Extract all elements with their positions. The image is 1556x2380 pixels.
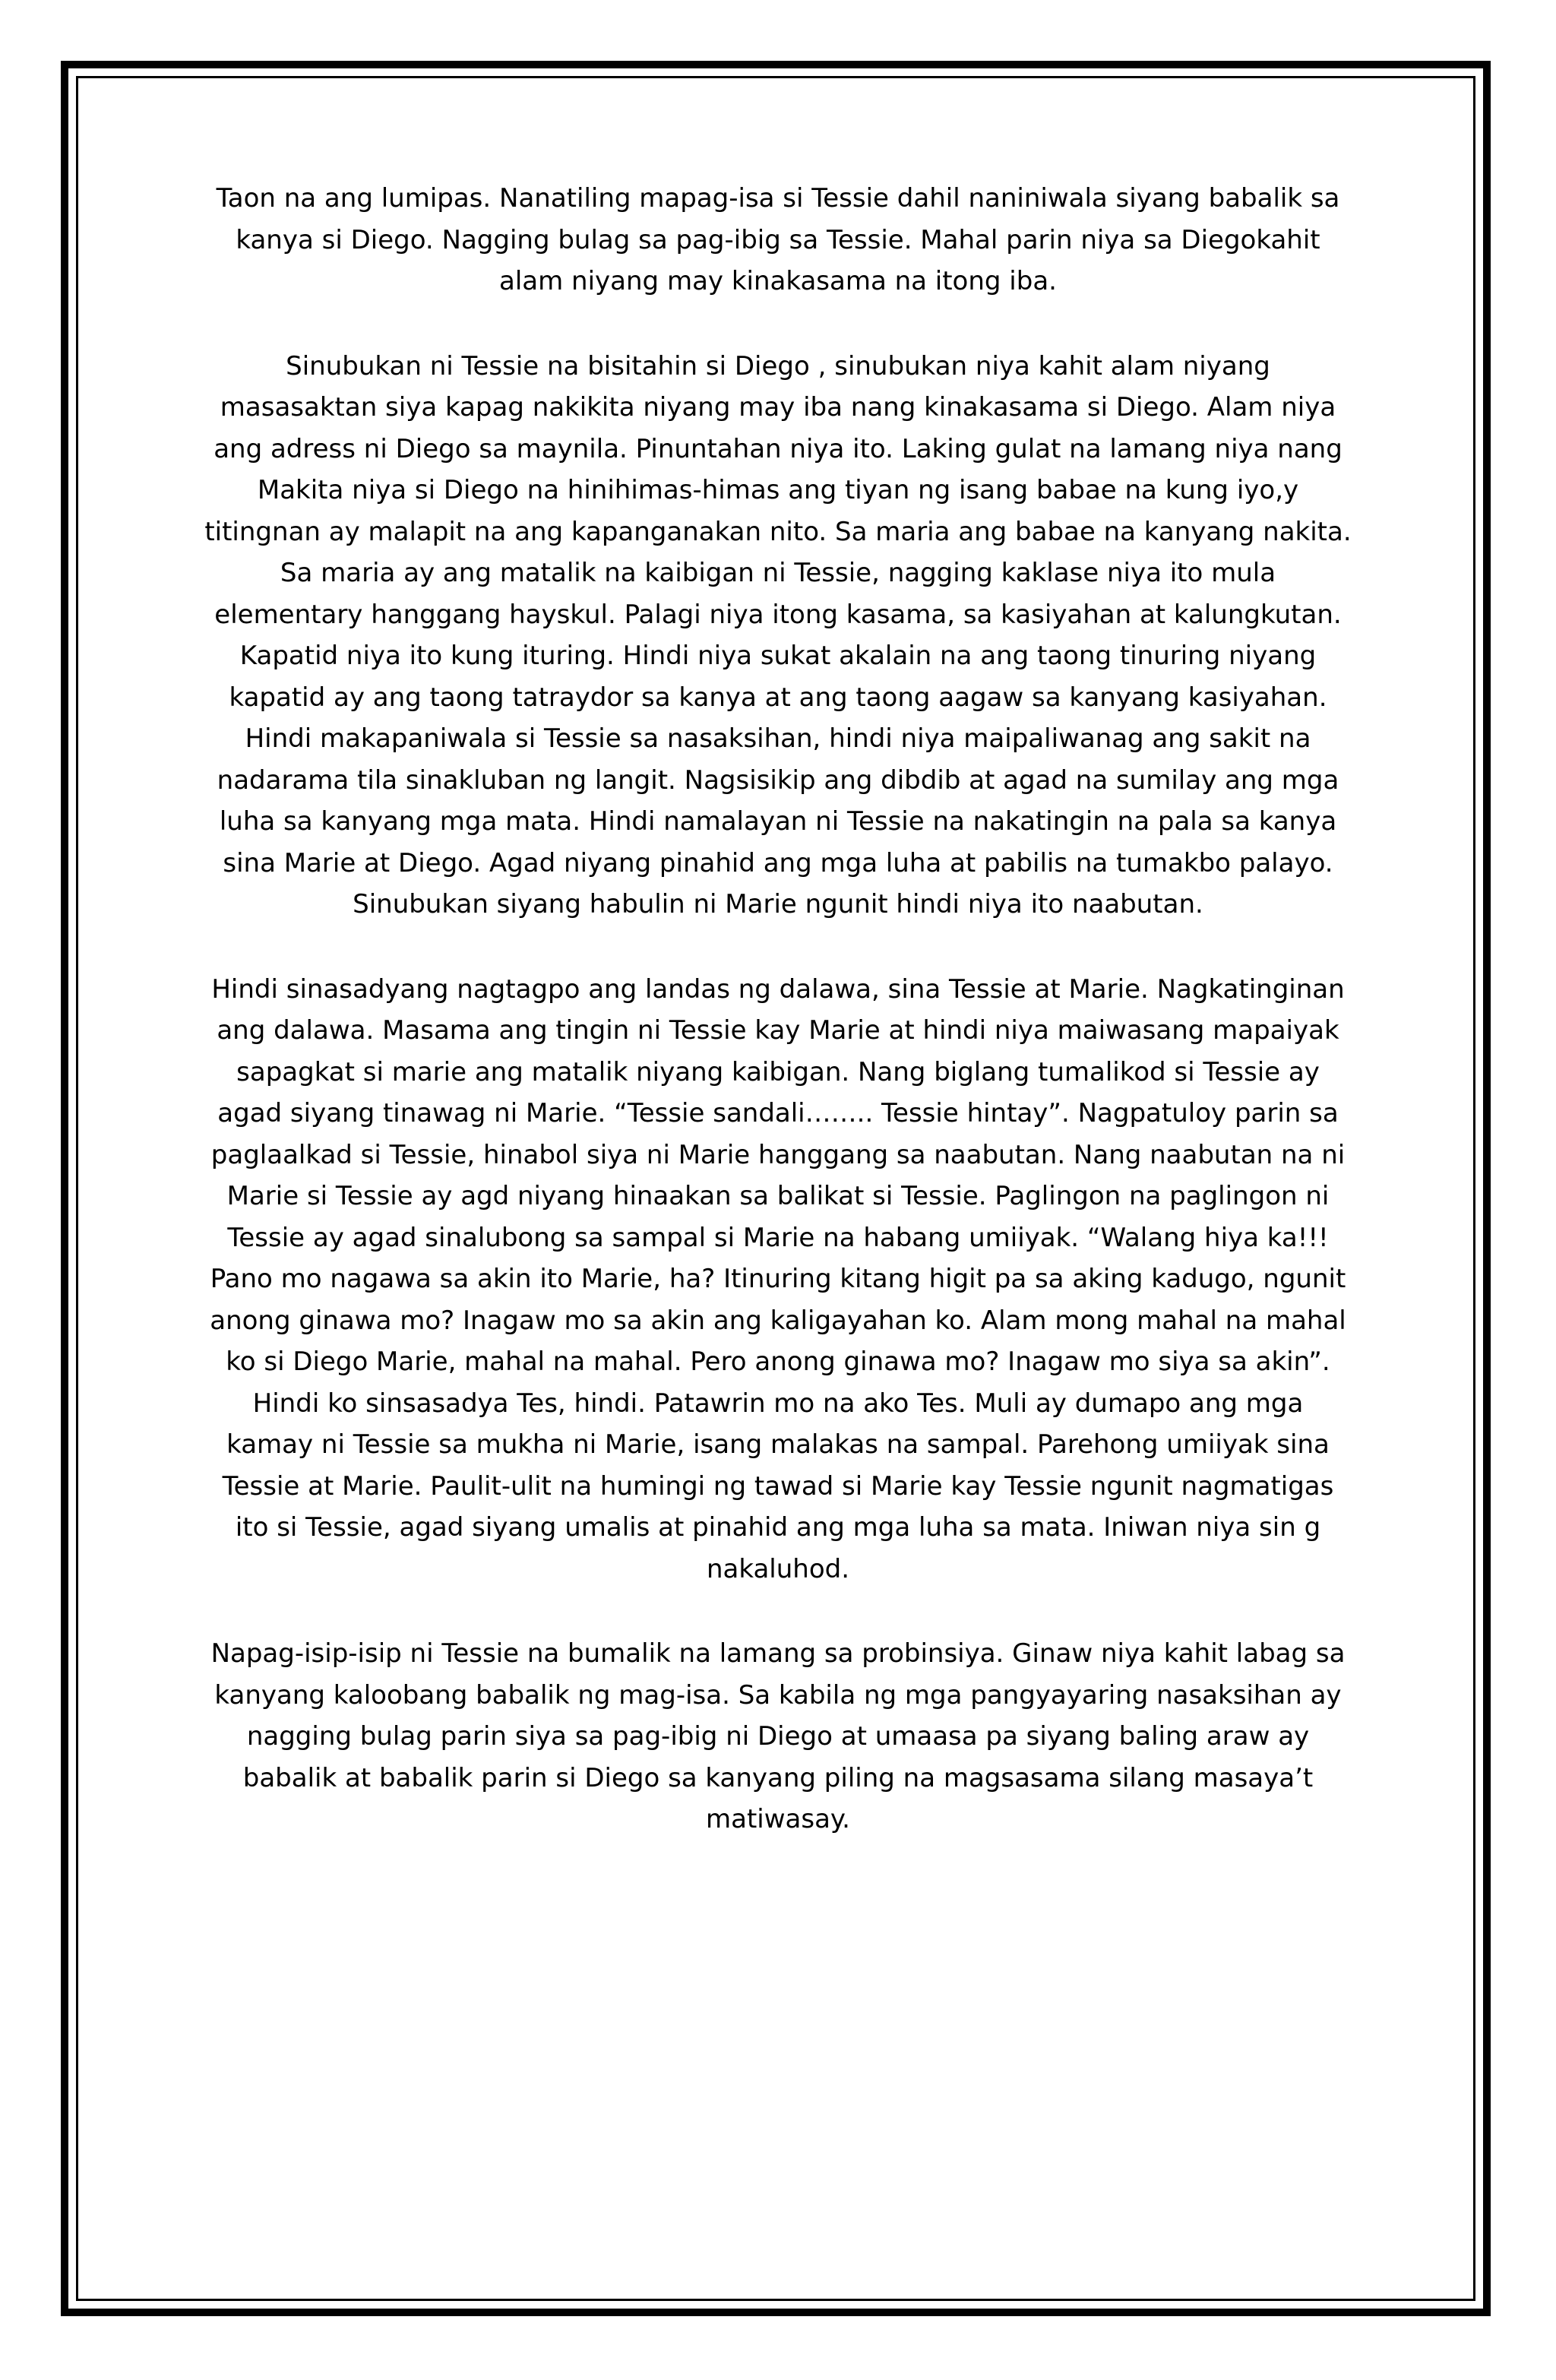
document-body (179, 178, 1377, 1884)
paragraph-4: Napag-isip-isip ni Tessie na bumalik na lamang sa probinsiya. Ginaw niya kahit labag sa kanyang kaloobang babalik ng mag-isa. Sa kabila ng mga pangyayaring nasaksihan ay nagging bulag parin siya sa pag-ibig ni Diego at umaasa pa siyang baling araw ay babalik at babalik parin si Diego sa kanyang piling na magsasama silang masaya’t matiwasay. (210, 1638, 1346, 1834)
paragraph-2: Sinubukan ni Tessie na bisitahin si Diego , sinubukan niya kahit alam niyang masasaktan siya kapag nakikita niyang may iba nang kinakasama si Diego. Alam niya ang adress ni Diego sa maynila. Pinuntahan niya ito. Laking gulat na lamang niya nang Makita niya si Diego na hinihimas-himas ang tiyan ng isang babae na kung iyo,y titingnan ay malapit na ang kapanganakan nito. Sa maria ang babae na kanyang nakita. Sa maria ay ang matalik na kaibigan ni Tessie, nagging kaklase niya ito mula elementary hanggang hayskul. Palagi niya itong kasama, sa kasiyahan at kalungkutan. Kapatid niya ito kung ituring. Hindi niya sukat akalain na ang taong tinuring niyang kapatid ay ang taong tatraydor sa kanya at ang taong aagaw sa kanyang kasiyahan. Hindi makapaniwala si Tessie sa nasaksihan, hindi niya maipaliwanag ang sakit na nadarama tila sinakluban ng langit. Nagsisikip ang dibdib at agad na sumilay ang mga luha sa kanyang mga mata. Hindi namalayan ni Tessie na nakatingin na pala sa kanya sina Marie at Diego. Agad niyang pinahid ang mga luha at pabilis na tumakbo palayo. Sinubukan siyang habulin ni Marie ngunit hindi niya ito naabutan. (204, 350, 1352, 919)
paragraph-1: Taon na ang lumipas. Nanatiling mapag-isa si Tessie dahil naniniwala siyang babalik sa kanya si Diego. Nagging bulag sa pag-ibig sa Tessie. Mahal parin niya sa Diegokahit alam niyang may kinakasama na itong iba. (216, 183, 1340, 296)
paragraph-3: Hindi sinasadyang nagtagpo ang landas ng dalawa, sina Tessie at Marie. Nagkatinginan ang dalawa. Masama ang tingin ni Tessie kay Marie at hindi niya maiwasang mapaiyak sapagkat si marie ang matalik niyang kaibigan. Nang biglang tumalikod si Tessie ay agad siyang tinawag ni Marie. “Tessie sandali…….. Tessie hintay”. Nagpatuloy parin sa paglaalkad si Tessie, hinabol siya ni Marie hanggang sa naabutan. Nang naabutan na ni Marie si Tessie ay agd niyang hinaakan sa balikat si Tessie. Paglingon na paglingon ni Tessie ay agad sinalubong sa sampal si Marie na habang umiiyak. “Walang hiya ka!!! Pano mo nagawa sa akin ito Marie, ha? Itinuring kitang higit pa sa aking kadugo, ngunit anong ginawa mo? Inagaw mo sa akin ang kaligayahan ko. Alam mong mahal na mahal ko si Diego Marie, mahal na mahal. Pero anong ginawa mo? Inagaw mo siya sa akin”. Hindi ko sinsasadya Tes, hindi. Patawrin mo na ako Tes. Muli ay dumapo ang mga kamay ni Tessie sa mukha ni Marie, isang malakas na sampal. Parehong umiiyak sina Tessie at Marie. Paulit-ulit na humingi ng tawad si Marie kay Tessie ngunit nagmatigas ito si Tessie, agad siyang umalis at pinahid ang mga luha sa mata. Iniwan niya sin g nakaluhod. (210, 973, 1346, 1584)
